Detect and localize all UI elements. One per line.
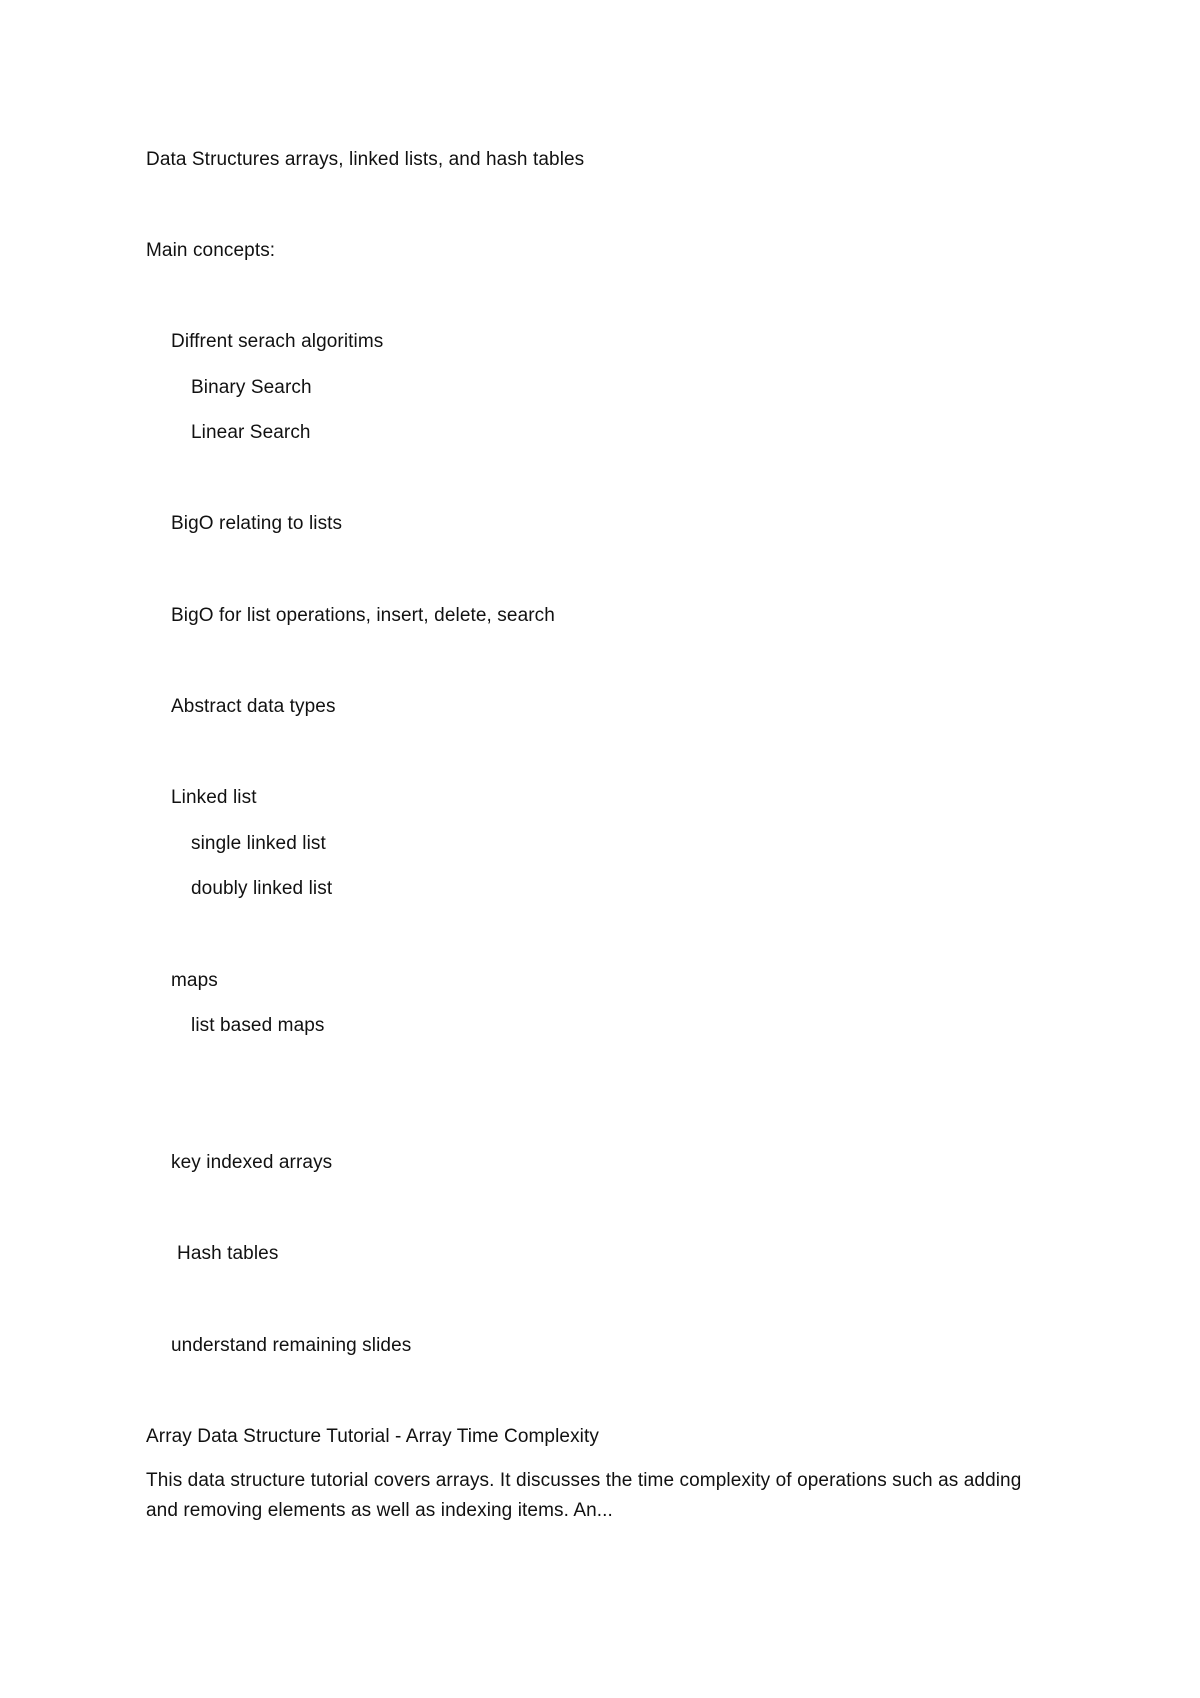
- concept-abstract-data-types: Abstract data types: [171, 696, 336, 717]
- main-concepts-label: Main concepts:: [146, 240, 276, 261]
- concept-remaining-slides: understand remaining slides: [171, 1335, 412, 1356]
- concept-search-algorithms: Diffrent serach algoritims: [171, 331, 384, 352]
- document-title: Data Structures arrays, linked lists, and hash tables: [146, 149, 585, 170]
- concept-doubly-linked-list: doubly linked list: [191, 878, 333, 899]
- concept-linked-list: Linked list: [171, 787, 257, 808]
- resource-title: Array Data Structure Tutorial - Array Time Complexity: [146, 1426, 599, 1447]
- concept-bigo-lists: BigO relating to lists: [171, 513, 343, 534]
- concept-key-indexed-arrays: key indexed arrays: [171, 1152, 333, 1173]
- concept-maps: maps: [171, 970, 218, 991]
- resource-description: This data structure tutorial covers arrays. It discusses the time complexity of operations such as adding and removing elements as well as indexing items. An...: [146, 1470, 1022, 1521]
- concept-hash-tables: Hash tables: [177, 1243, 279, 1264]
- concept-bigo-operations: BigO for list operations, insert, delete, search: [171, 605, 555, 626]
- concept-binary-search: Binary Search: [191, 377, 312, 398]
- concept-single-linked-list: single linked list: [191, 833, 326, 854]
- concept-linear-search: Linear Search: [191, 422, 311, 443]
- concept-list-based-maps: list based maps: [191, 1015, 325, 1036]
